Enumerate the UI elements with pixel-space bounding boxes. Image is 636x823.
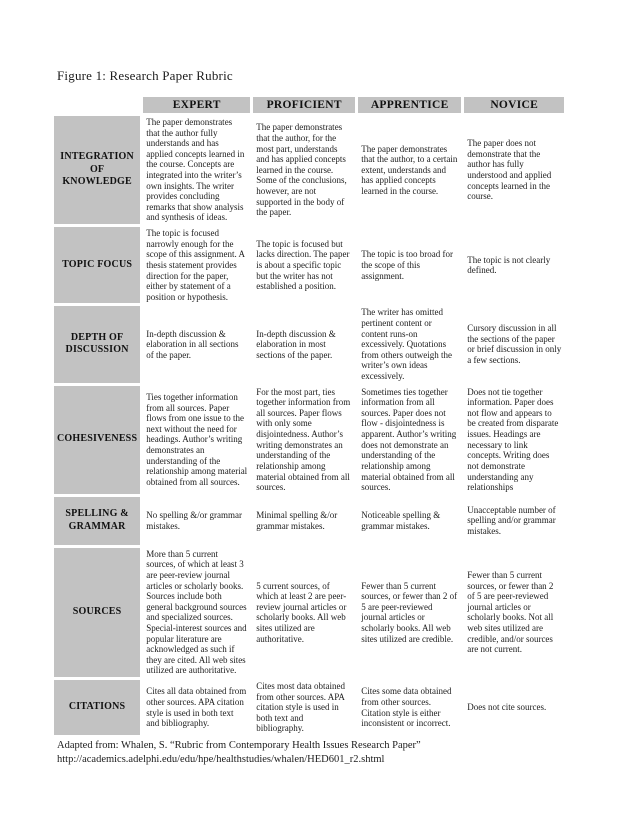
row-label-citations: CITATIONS (54, 680, 140, 735)
row-label-depth-of-discussion: DEPTH OF DISCUSSION (54, 306, 140, 382)
rubric-cell: Noticeable spelling & grammar mistakes. (358, 497, 461, 545)
rubric-cell: Minimal spelling &/or grammar mistakes. (253, 497, 355, 545)
rubric-cell: Unacceptable number of spelling and/or grammar mistakes. (464, 497, 564, 545)
table-row-citations (54, 680, 564, 735)
rubric-cell: Cites all data obtained from other sources. APA citation style is used in both text and bibliography. (143, 680, 250, 735)
rubric-cell: More than 5 current sources, of which at least 3 are peer-review journal articles or scholarly books. Sources include both general background sources and specialized sources. Special-interest sources and popular literature are acknowledged as such if they are cited. All web sites utilized are authoritative. (143, 548, 250, 677)
source-attribution: Adapted from: Whalen, S. “Rubric from Contemporary Health Issues Research Paper” (57, 740, 421, 752)
rubric-cell: The paper demonstrates that the author, for the most part, understands and has applied concepts learned in the course. Some of the conclusions, however, are not supported in the body of the paper. (253, 116, 355, 224)
rubric-cell: Sometimes ties together information from all sources. Paper does not flow - disjointedness is apparent. Author’s writing does not demonstrate an understanding of the relationship among material obtained from all sources. (358, 386, 461, 494)
row-label-spelling-grammar: SPELLING & GRAMMAR (54, 497, 140, 545)
figure-title: Figure 1: Research Paper Rubric (57, 68, 233, 83)
rubric-cell: The topic is focused narrowly enough for the scope of this assignment. A thesis statement provides direction for the paper, either by statement of a position or hypothesis. (143, 227, 250, 303)
rubric-cell: 5 current sources, of which at least 2 are peer-review journal articles or scholarly books. All web sites utilized are authoritative. (253, 548, 355, 677)
source-url: http://academics.adelphi.edu/edu/hpe/healthstudies/whalen/HED601_r2.shtml (57, 753, 385, 765)
table-row-spelling-grammar (54, 497, 564, 545)
footer (57, 739, 636, 766)
rubric-cell: Ties together information from all sources. Paper flows from one issue to the next without the need for headings. Author’s writing demonstrates an understanding of the relationship among material obtained from all sources. (143, 386, 250, 494)
row-label-cohesiveness: COHESIVENESS (54, 386, 140, 494)
rubric-cell: The topic is focused but lacks direction. The paper is about a specific topic but the writer has not established a position. (253, 227, 355, 303)
rubric-cell: The topic is not clearly defined. (464, 227, 564, 303)
rubric-cell: In-depth discussion & elaboration in all sections of the paper. (143, 306, 250, 382)
rubric-cell: Cites most data obtained from other sources. APA citation style is used in both text and bibliography. (253, 680, 355, 735)
table-row-sources (54, 548, 564, 677)
rubric-cell: In-depth discussion & elaboration in most sections of the paper. (253, 306, 355, 382)
rubric-cell: The writer has omitted pertinent content or content runs-on excessively. Quotations from others outweigh the writer’s own ideas excessively. (358, 306, 461, 382)
row-label-integration-of-knowledge: INTEGRATION OF KNOWLEDGE (54, 116, 140, 224)
column-header-apprentice: APPRENTICE (358, 97, 461, 113)
rubric-cell: Cites some data obtained from other sources. Citation style is either inconsistent or incorrect. (358, 680, 461, 735)
corner-cell (54, 97, 140, 113)
column-header-proficient: PROFICIENT (253, 97, 355, 113)
column-header-novice: NOVICE (464, 97, 564, 113)
rubric-cell: Does not tie together information. Paper does not flow and appears to be created from disparate issues. Headings are necessary to link concepts. Writing does not demonstrate understanding any relationships (464, 386, 564, 494)
rubric-cell: For the most part, ties together information from all sources. Paper flows with only some disjointedness. Author’s writing demonstrates an understanding of the relationship among material obtained from all sources. (253, 386, 355, 494)
table-row-topic-focus (54, 227, 564, 303)
rubric-cell: The topic is too broad for the scope of this assignment. (358, 227, 461, 303)
rubric-cell: Fewer than 5 current sources, or fewer than 2 of 5 are peer-reviewed journal articles or scholarly books. All web sites utilized are credible. (358, 548, 461, 677)
rubric-cell: Does not cite sources. (464, 680, 564, 735)
table-row-depth-of-discussion (54, 306, 564, 382)
rubric-cell: The paper does not demonstrate that the author has fully understood and applied concepts learned in the course. (464, 116, 564, 224)
row-label-topic-focus: TOPIC FOCUS (54, 227, 140, 303)
rubric-cell: No spelling &/or grammar mistakes. (143, 497, 250, 545)
table-row-integration-of-knowledge (54, 116, 564, 224)
rubric-cell: Cursory discussion in all the sections of the paper or brief discussion in only a few sections. (464, 306, 564, 382)
row-label-sources: SOURCES (54, 548, 140, 677)
table-row-cohesiveness (54, 386, 564, 494)
header-row (54, 97, 564, 113)
rubric-cell: The paper demonstrates that the author fully understands and has applied concepts learned in the course. Concepts are integrated into the writer’s own insights. The writer provides concluding remarks that show analysis and synthesis of ideas. (143, 116, 250, 224)
column-header-expert: EXPERT (143, 97, 250, 113)
rubric-cell: The paper demonstrates that the author, to a certain extent, understands and has applied concepts learned in the course. (358, 116, 461, 224)
rubric-table (51, 94, 567, 738)
rubric-cell: Fewer than 5 current sources, or fewer than 2 of 5 are peer-reviewed journal articles or scholarly books. Not all web sites utilized are credible, and/or sources are not current. (464, 548, 564, 677)
